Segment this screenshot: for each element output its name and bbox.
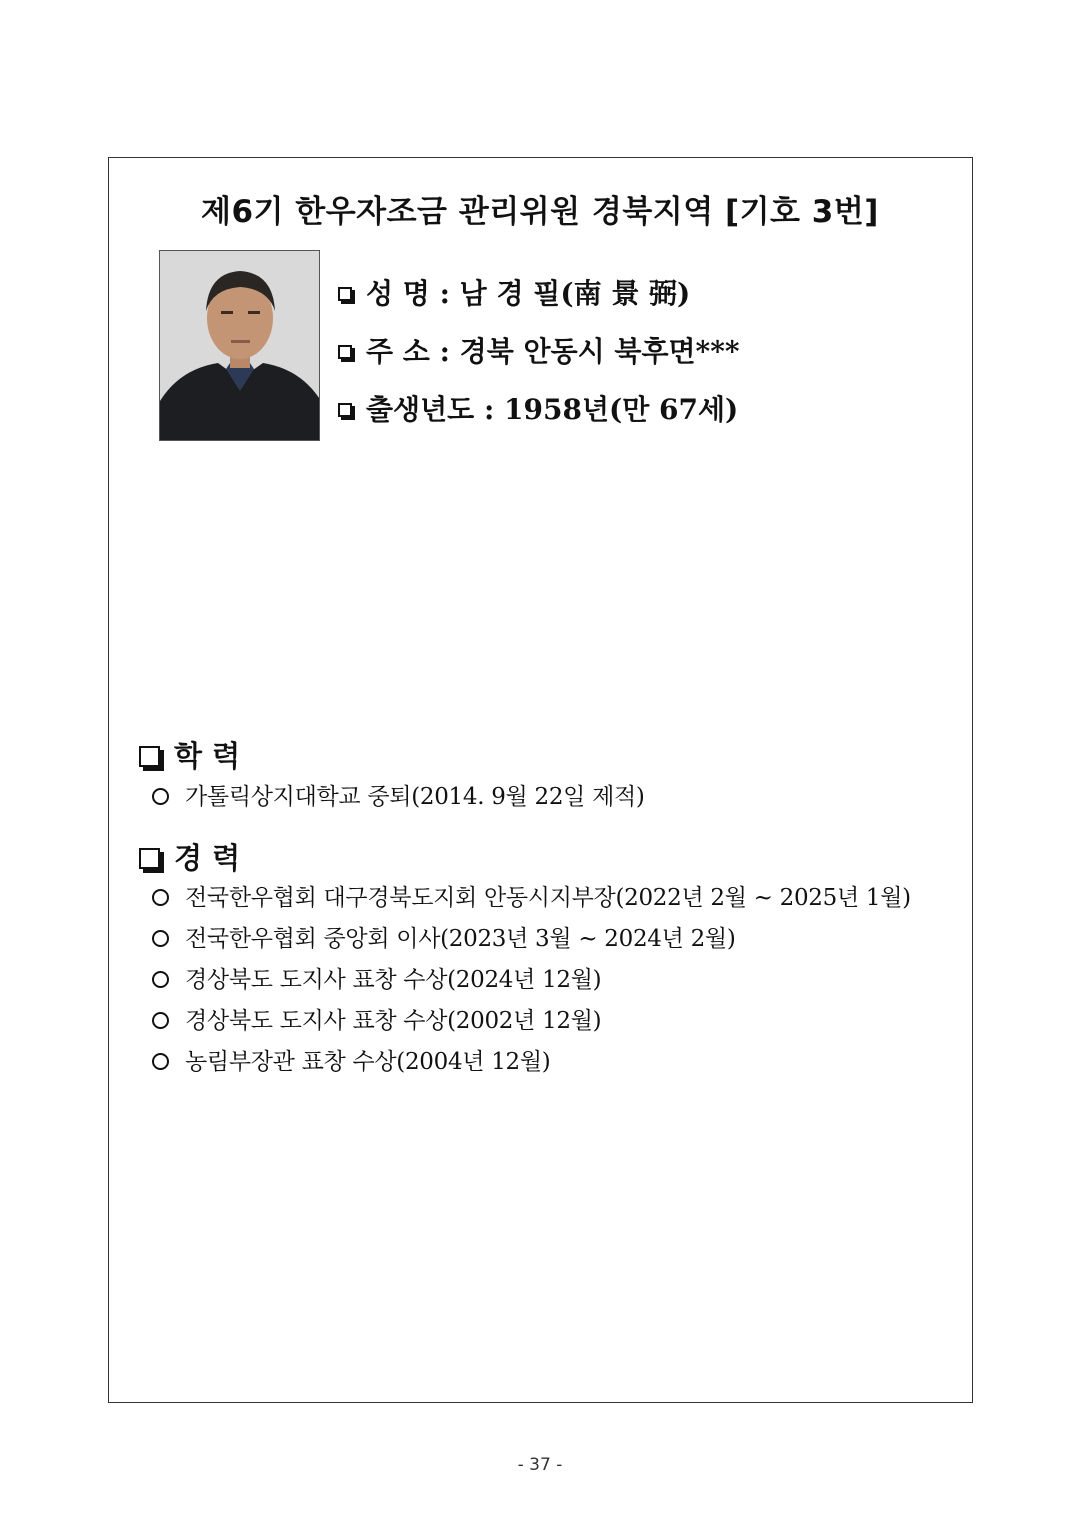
square-bullet-icon (338, 345, 352, 359)
birth-row (338, 388, 738, 428)
career-heading (139, 836, 240, 877)
shadow-square-bullet-icon (139, 746, 160, 767)
career-item-text: 농림부장관 표창 수상(2004년 12월) (185, 1049, 551, 1075)
portrait-image (160, 251, 320, 441)
circle-bullet-icon (152, 971, 169, 988)
career-item-text: 전국한우협회 대구경북도지회 안동시지부장(2022년 2월 ~ 2025년 1월) (185, 885, 911, 911)
career-item-text: 경상북도 도지사 표창 수상(2002년 12월) (185, 1008, 602, 1034)
education-heading-text: 학 력 (174, 739, 241, 773)
square-bullet-icon (338, 287, 352, 301)
education-heading (139, 734, 240, 775)
circle-bullet-icon (152, 930, 169, 947)
name-text: 성 명 : 남 경 필(南 景 弼) (366, 277, 691, 310)
page-number: - 37 - (517, 1455, 563, 1475)
education-item (152, 778, 645, 811)
page-title: 제6기 한우자조금 관리위원 경북지역 [기호 3번] (201, 194, 879, 230)
career-item-text: 경상북도 도지사 표창 수상(2024년 12월) (185, 967, 602, 993)
career-item (152, 961, 601, 994)
career-item (152, 1002, 601, 1035)
shadow-square-bullet-icon (139, 848, 160, 869)
circle-bullet-icon (152, 788, 169, 805)
career-heading-text: 경 력 (174, 841, 241, 875)
address-row (338, 330, 740, 370)
career-item (152, 1043, 550, 1076)
career-item (152, 920, 736, 953)
career-item-text: 전국한우협회 중앙회 이사(2023년 3월 ~ 2024년 2월) (185, 926, 736, 952)
name-row (338, 272, 690, 312)
square-bullet-icon (338, 403, 352, 417)
birth-text: 출생년도 : 1958년(만 67세) (366, 393, 739, 426)
education-item-text: 가톨릭상지대학교 중퇴(2014. 9월 22일 제적) (185, 784, 645, 810)
circle-bullet-icon (152, 889, 169, 906)
candidate-photo (159, 250, 320, 441)
circle-bullet-icon (152, 1012, 169, 1029)
address-text: 주 소 : 경북 안동시 북후면*** (366, 335, 740, 368)
circle-bullet-icon (152, 1053, 169, 1070)
career-item (152, 879, 911, 912)
